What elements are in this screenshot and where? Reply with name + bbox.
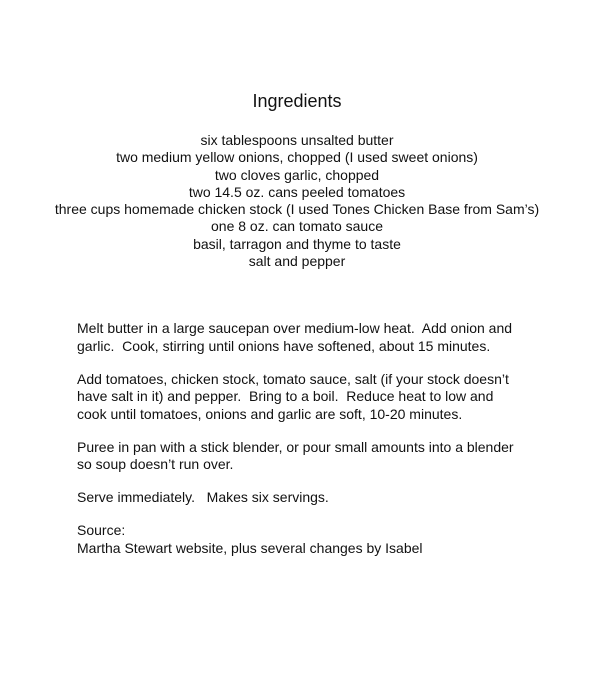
- ingredient-item: salt and pepper: [248, 253, 346, 270]
- instruction-line: cook until tomatoes, onions and garlic are soft, 10-20 minutes.: [77, 405, 463, 422]
- instruction-line: so soup doesn’t run over.: [77, 456, 234, 472]
- ingredient-item: two medium yellow onions, chopped (I used sweet onions): [116, 149, 478, 166]
- instruction-line: have salt in it) and pepper. Bring to a boil. Reduce heat to low and: [77, 388, 494, 404]
- ingredients-list: [0, 132, 594, 270]
- ingredient-item: two cloves garlic, chopped: [214, 166, 380, 183]
- instruction-line: Puree in pan with a stick blender, or pour small amounts into a blender: [77, 438, 514, 455]
- source-block: [77, 522, 547, 557]
- instruction-paragraph: [77, 489, 547, 507]
- ingredient-item: one 8 oz. can tomato sauce: [211, 218, 383, 235]
- instruction-line: garlic. Cook, stirring until onions have softened, about 15 minutes.: [77, 337, 491, 354]
- instructions-section: [77, 320, 547, 557]
- ingredient-item: basil, tarragon and thyme to taste: [193, 235, 401, 252]
- instruction-line: Serve immediately. Makes six servings.: [77, 489, 329, 505]
- source-label: Source:: [77, 522, 126, 538]
- ingredient-item: two 14.5 oz. cans peeled tomatoes: [188, 183, 406, 200]
- instruction-paragraph: [77, 439, 547, 474]
- instruction-line: Melt butter in a large saucepan over medium-low heat. Add onion and: [77, 320, 513, 336]
- ingredient-item: three cups homemade chicken stock (I used Tones Chicken Base from Sam’s): [54, 201, 540, 218]
- source-text: Martha Stewart website, plus several changes by Isabel: [77, 539, 423, 556]
- instruction-paragraph: [77, 320, 547, 355]
- instruction-line: Add tomatoes, chicken stock, tomato sauce, salt (if your stock doesn’t: [77, 370, 509, 387]
- ingredient-item: six tablespoons unsalted butter: [200, 132, 394, 148]
- ingredients-heading: Ingredients: [252, 91, 342, 111]
- instruction-paragraph: [77, 371, 547, 424]
